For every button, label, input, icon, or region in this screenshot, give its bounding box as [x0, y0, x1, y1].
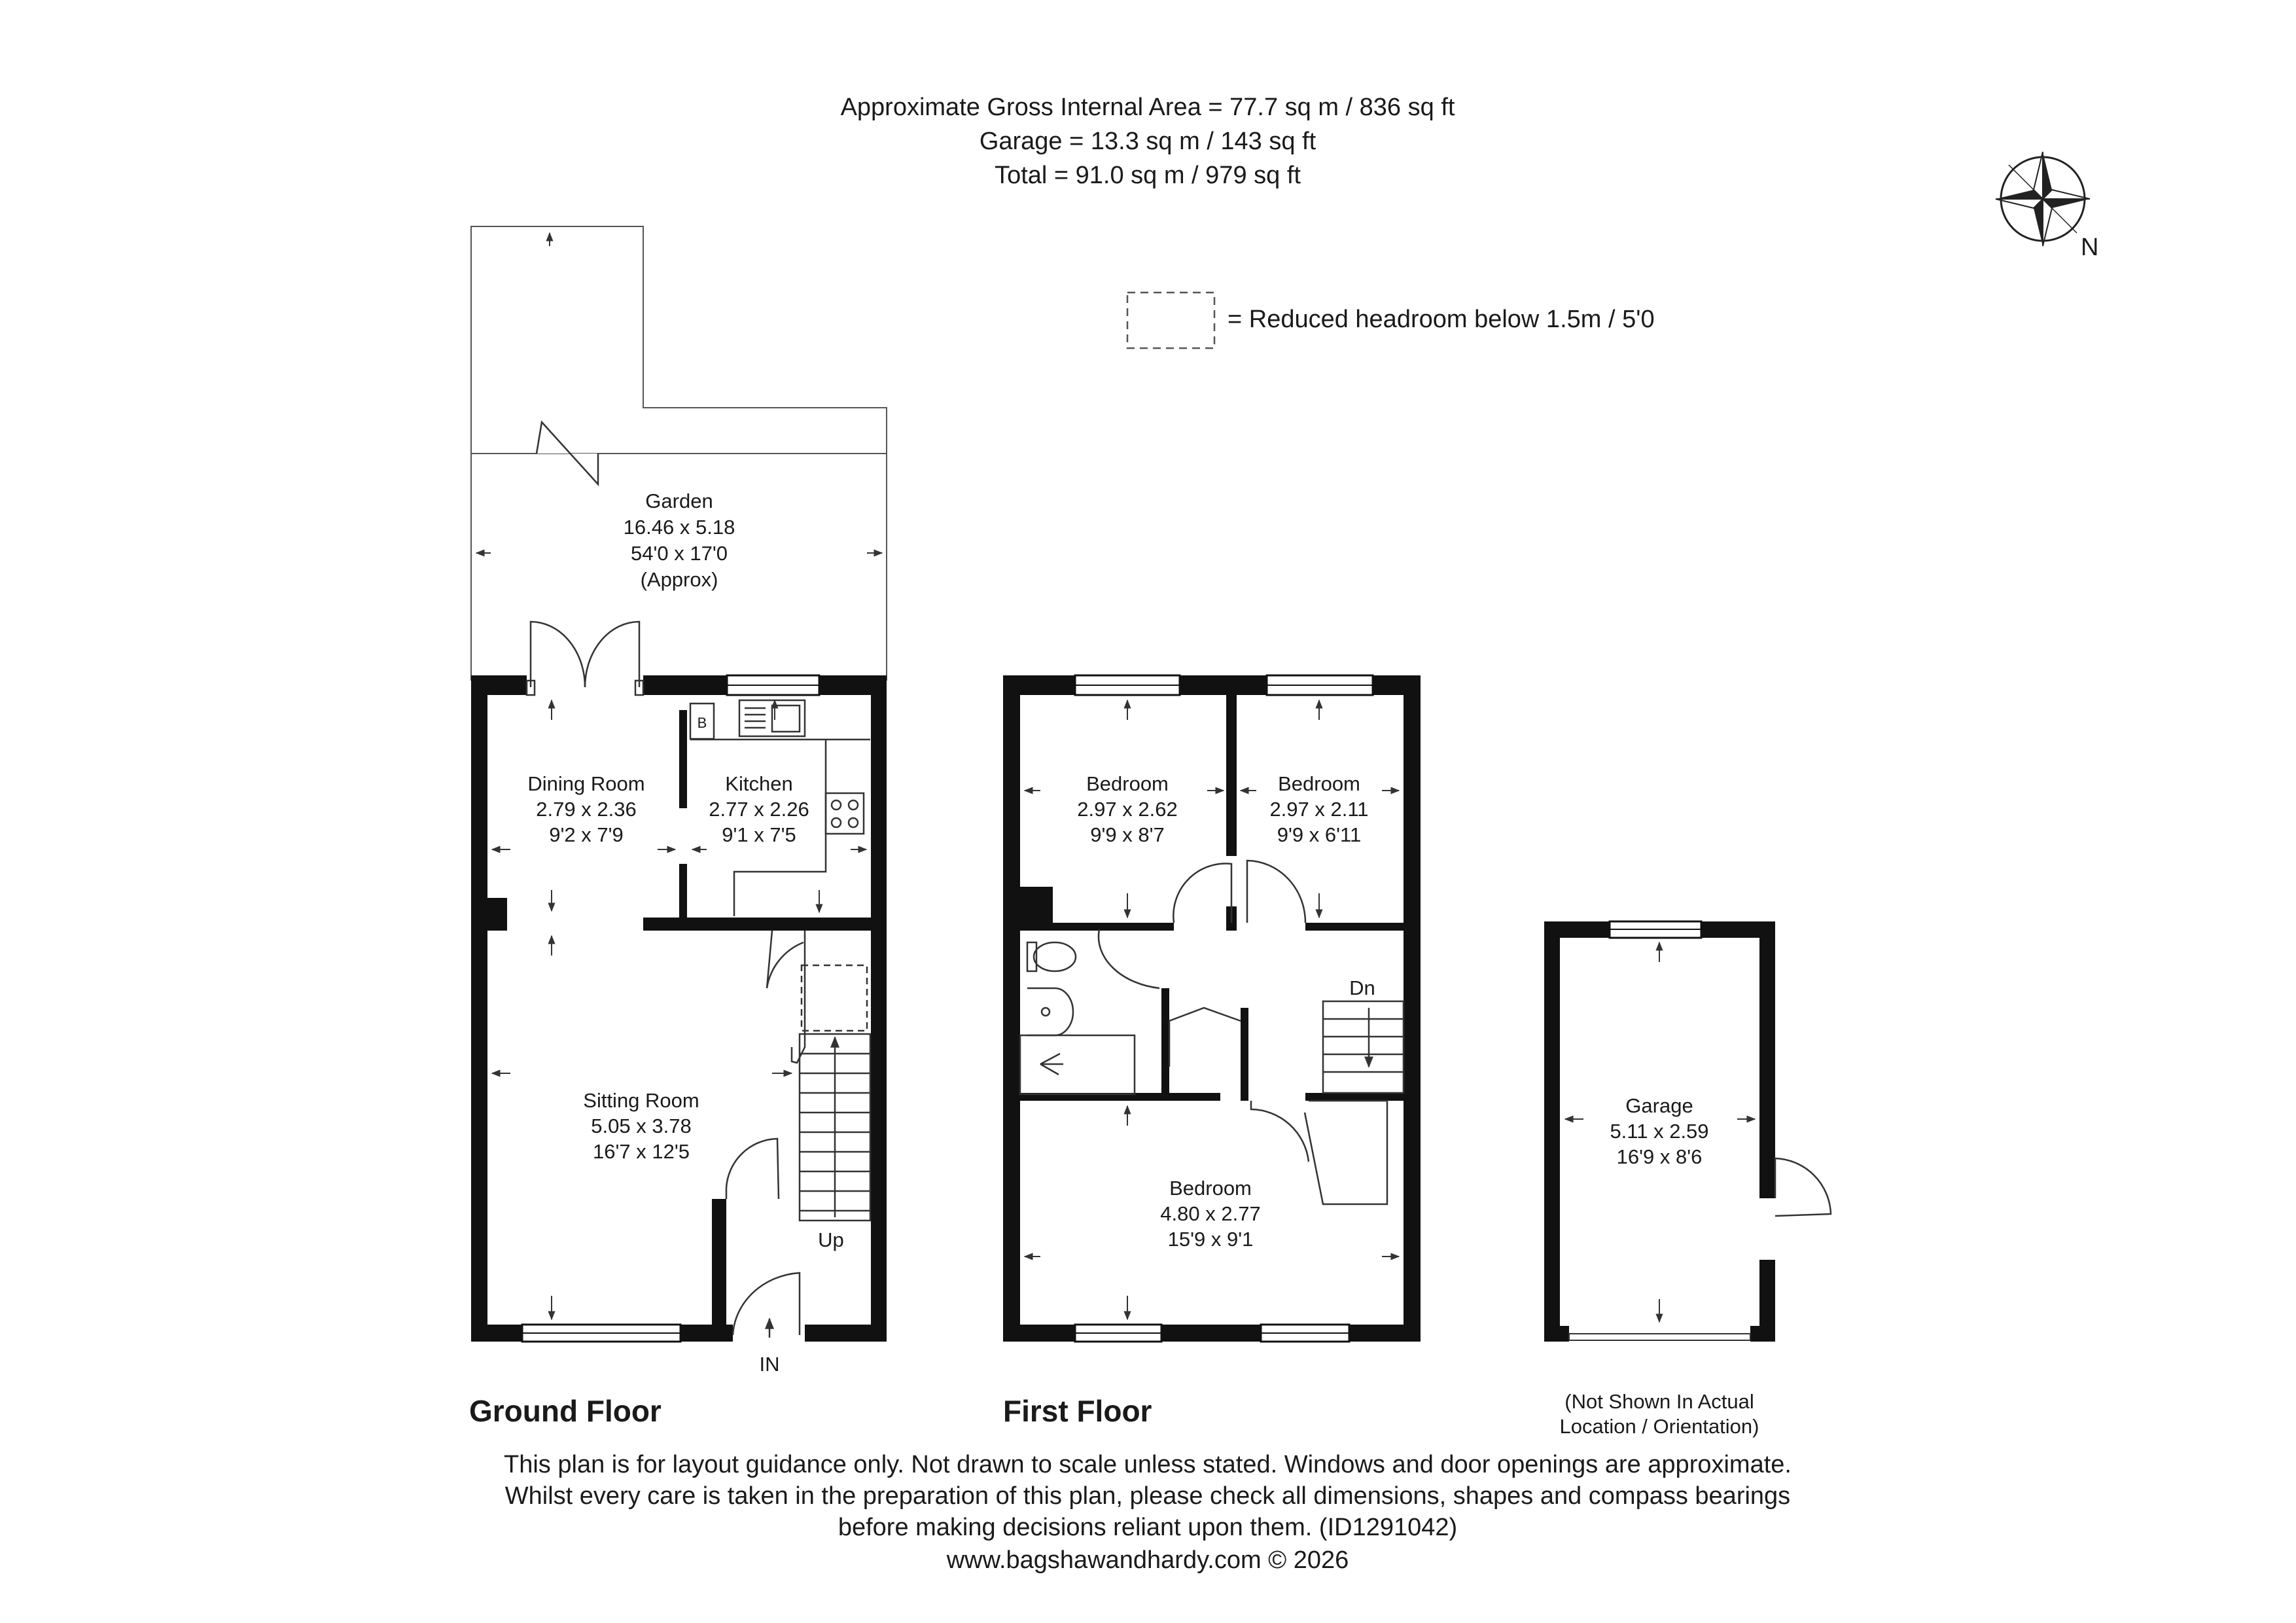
first-floor-title: First Floor: [1003, 1394, 1152, 1428]
total-area-text: Total = 91.0 sq m / 979 sq ft: [995, 162, 1301, 189]
svg-text:Dining Room: Dining Room: [527, 772, 645, 795]
room-label-garden: [624, 490, 735, 591]
svg-text:Sitting Room: Sitting Room: [583, 1089, 699, 1112]
garage-area-text: Garage = 13.3 sq m / 143 sq ft: [979, 128, 1316, 155]
room-label-garage: [1610, 1094, 1708, 1168]
svg-text:2.77 x 2.26: 2.77 x 2.26: [709, 798, 809, 821]
garage-door: [1569, 1334, 1750, 1340]
garage-note-line2: Location / Orientation): [1559, 1415, 1759, 1438]
stairs-up-label: Up: [818, 1228, 844, 1251]
reduced-headroom-swatch: [1127, 293, 1214, 348]
stairs-down-label: Dn: [1349, 976, 1375, 999]
window: [1267, 675, 1373, 695]
door: [1173, 864, 1231, 923]
shower-tray: [1020, 1035, 1135, 1094]
svg-text:2.97 x 2.11: 2.97 x 2.11: [1269, 798, 1369, 821]
legend-text: = Reduced headroom below 1.5m / 5'0: [1227, 306, 1655, 333]
svg-text:2.97 x 2.62: 2.97 x 2.62: [1077, 798, 1178, 821]
room-label-sitting-room: [583, 1089, 699, 1163]
disclaimer: [504, 1451, 1792, 1574]
disclaimer-line1: This plan is for layout guidance only. Not drawn to scale unless stated. Windows and door openings are approximate.: [504, 1451, 1792, 1478]
svg-text:16'9 x 8'6: 16'9 x 8'6: [1616, 1145, 1703, 1168]
compass-rose-icon: [1996, 152, 2090, 246]
svg-text:15'9 x 9'1: 15'9 x 9'1: [1167, 1228, 1254, 1251]
boiler-label: B: [697, 715, 707, 731]
garage-note-line1: (Not Shown In Actual: [1564, 1390, 1754, 1413]
door: [1247, 861, 1305, 923]
toilet-icon: [1034, 942, 1076, 971]
svg-text:Kitchen: Kitchen: [725, 772, 793, 795]
svg-text:(Approx): (Approx): [640, 568, 718, 591]
svg-text:5.11 x 2.59: 5.11 x 2.59: [1610, 1120, 1709, 1143]
svg-text:5.05 x 3.78: 5.05 x 3.78: [591, 1115, 692, 1137]
legend: [1127, 293, 1655, 348]
room-label-bedroom: [1269, 772, 1368, 846]
svg-text:Bedroom: Bedroom: [1169, 1177, 1252, 1200]
window: [1075, 1325, 1161, 1342]
staircase: [792, 931, 870, 1221]
window: [1075, 675, 1180, 695]
svg-text:54'0 x 17'0: 54'0 x 17'0: [630, 542, 728, 565]
svg-text:9'9 x 6'11: 9'9 x 6'11: [1277, 823, 1362, 846]
svg-text:Garage: Garage: [1625, 1094, 1693, 1117]
svg-text:4.80 x 2.77: 4.80 x 2.77: [1160, 1202, 1261, 1225]
window: [727, 675, 819, 695]
svg-text:9'1 x 7'5: 9'1 x 7'5: [722, 823, 796, 846]
window: [522, 1325, 680, 1342]
window: [1261, 1325, 1349, 1342]
staircase: [1323, 1001, 1404, 1093]
svg-text:16'7 x 12'5: 16'7 x 12'5: [592, 1140, 690, 1163]
door: [726, 1139, 779, 1199]
svg-text:Bedroom: Bedroom: [1278, 772, 1360, 795]
disclaimer-line2: Whilst every care is taken in the preparation of this plan, please check all dimensions, shapes and compass bearings: [504, 1482, 1791, 1510]
svg-text:16.46 x 5.18: 16.46 x 5.18: [623, 516, 735, 539]
window: [1610, 921, 1701, 938]
reduced-headroom-area: [802, 965, 867, 1031]
area-summary: [841, 94, 1455, 189]
door: [767, 931, 804, 988]
french-doors: [527, 622, 643, 695]
room-label-bedroom: [1160, 1177, 1260, 1251]
ground-floor-title: Ground Floor: [469, 1394, 662, 1428]
room-label-kitchen: [709, 772, 809, 846]
svg-text:Garden: Garden: [645, 490, 713, 512]
entrance-label: IN: [759, 1353, 780, 1376]
bathroom-fittings: [1020, 942, 1135, 1094]
side-door: [1775, 1158, 1831, 1216]
gross-area-text: Approximate Gross Internal Area = 77.7 sq m / 836 sq ft: [840, 94, 1455, 121]
hob-icon: [826, 793, 864, 834]
svg-text:2.79 x 2.36: 2.79 x 2.36: [536, 798, 637, 821]
sink-icon: [739, 700, 805, 736]
room-label-dining-room: [527, 772, 645, 846]
ground-floor-plan: [469, 226, 887, 1428]
first-floor-plan: [1003, 675, 1421, 1428]
garage-plan: [1544, 921, 1831, 1438]
compass-north-label: N: [2081, 234, 2099, 261]
svg-text:9'2 x 7'9: 9'2 x 7'9: [549, 823, 624, 846]
website-copyright[interactable]: www.bagshawandhardy.com © 2026: [946, 1546, 1349, 1574]
svg-text:Bedroom: Bedroom: [1086, 772, 1169, 795]
room-label-bedroom: [1077, 772, 1177, 846]
front-door: [733, 1273, 800, 1338]
svg-text:9'9 x 8'7: 9'9 x 8'7: [1090, 823, 1165, 846]
disclaimer-line3: before making decisions reliant upon them. (ID1291042): [838, 1514, 1458, 1541]
